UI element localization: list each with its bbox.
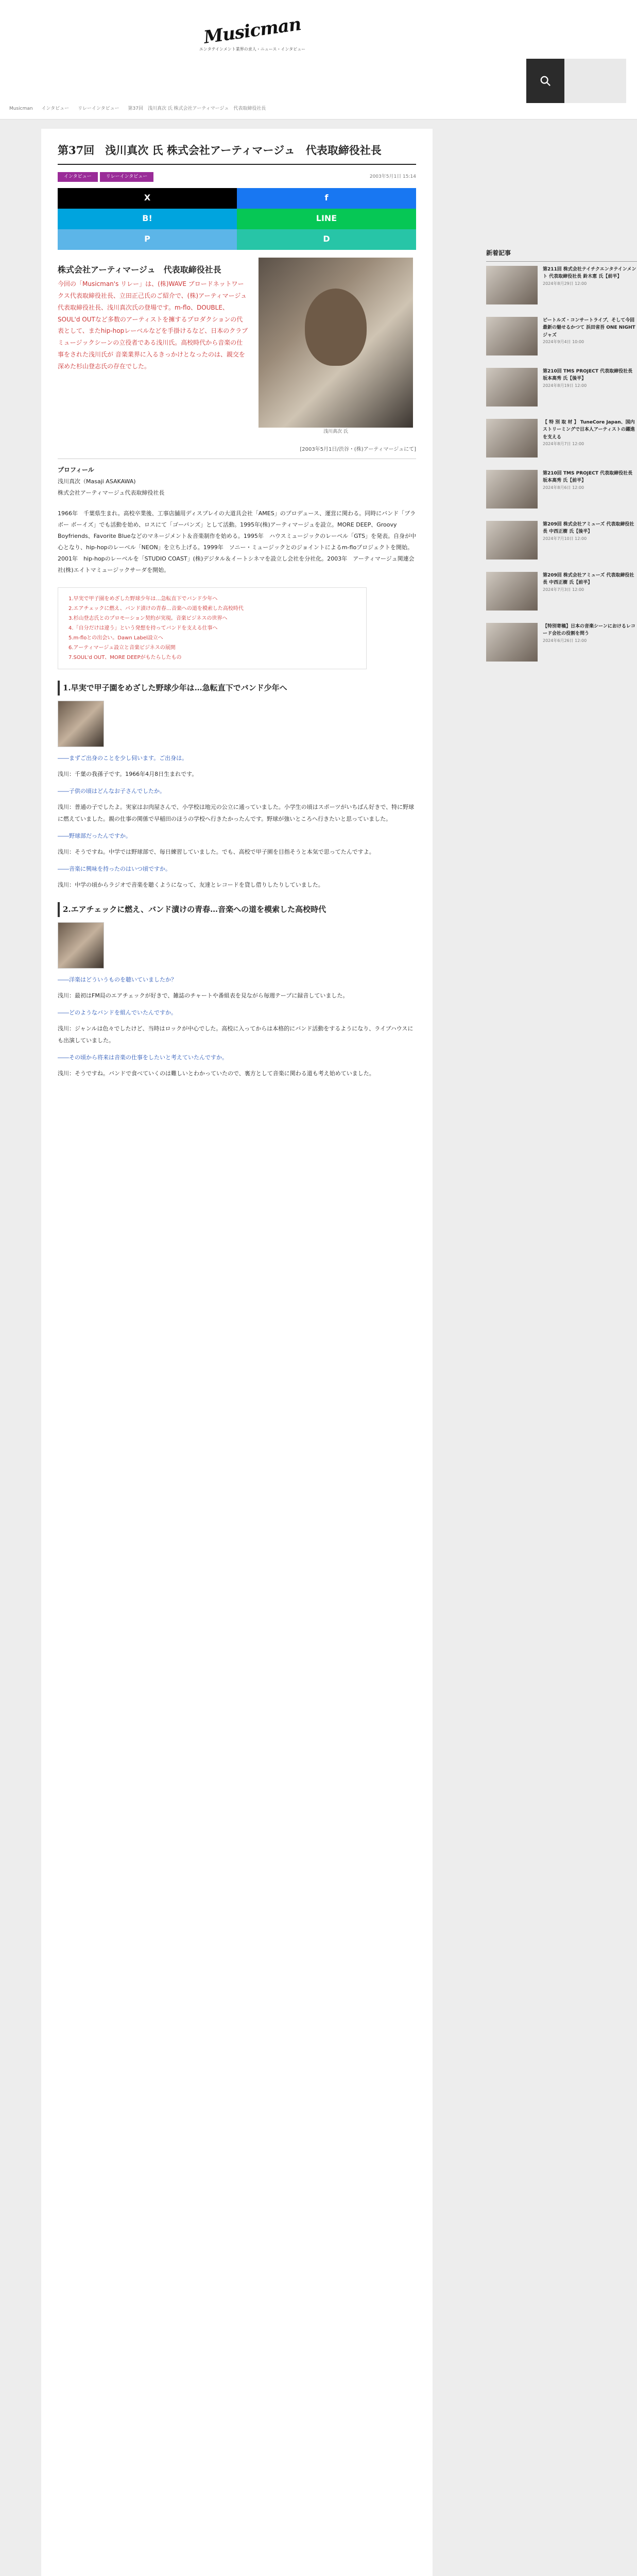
answer-text: 浅川：最初はFM局のエアチェックが好きで、雑誌のチャートや番組表を見ながら毎週テープに録音していました。 bbox=[58, 992, 349, 999]
toc-link[interactable]: 5.m-floとの出会い。Dawn Label設立へ bbox=[68, 635, 163, 641]
photo-caption: 浅川真次 氏 bbox=[323, 429, 348, 435]
sidebar-article-date: 2024年7月10日 12:00 bbox=[543, 536, 587, 541]
sidebar-article[interactable] bbox=[486, 317, 637, 355]
sidebar-article-title: 第211回 株式会社テイチクエンタテインメント 代表取締役社長 鈴木恵 氏【前半】 bbox=[543, 266, 636, 280]
answer-text: 浅川：そうですね。バンドで食べていくのは難しいとわかっていたので、裏方として音楽に関わる道も考え始めていました。 bbox=[58, 1070, 375, 1077]
section-photo bbox=[58, 701, 104, 747]
answer-text: 浅川：ジャンルは色々でしたけど、当時はロックが中心でした。高校に入ってからは本格的にバンド活動をするようになり、ライブハウスにも出演していました。 bbox=[58, 1025, 414, 1044]
sidebar-article[interactable] bbox=[486, 521, 637, 560]
search-icon bbox=[540, 75, 551, 87]
profile-name: 浅川真次（Masaji ASAKAWA) bbox=[58, 478, 136, 485]
article-thumbnail bbox=[486, 470, 538, 509]
intro-block bbox=[58, 278, 416, 436]
tag-row bbox=[58, 172, 416, 182]
sidebar-article-date: 2024年8月29日 12:00 bbox=[543, 281, 587, 286]
search-input[interactable] bbox=[564, 59, 626, 103]
publish-date: 2003年5月1日 15:14 bbox=[369, 174, 416, 179]
sidebar-article-date: 2024年8月7日 12:00 bbox=[543, 441, 584, 446]
share-feedly-button[interactable]: D bbox=[237, 229, 416, 250]
question-text: ――まずご出身のことを少し伺います。ご出身は。 bbox=[58, 754, 188, 761]
intro-text: 今回の「Musicman's リレー」は、(株)WAVE ブロードネットワークス代表取締役社長、立田正己氏のご紹介で、(株)アーティマージュ代表取締役社長、浅川真次氏の登場です。m-flo、DOUBLE、SOUL'd OUTなど多数のアーティストを擁するプロダクションの代表として、またhip-hopレーベルなどを手掛けるなど、日本のクラブミュージックシーンの立役者である浅川氏。高校時代から音楽の仕事をされた浅川氏が 音楽業界に入るきっかけとなったのは、親交を深めた杉山登志氏の存在でした。 bbox=[58, 280, 248, 370]
tag-relay-interview[interactable]: リレーインタビュー bbox=[100, 172, 154, 182]
sidebar-article-date: 2024年6月26日 12:00 bbox=[543, 638, 587, 643]
article-thumbnail bbox=[486, 317, 538, 355]
sidebar-article-title: 【 特 別 取 材 】 TuneCore Japan、国内ストリーミングで日本人アーティストの躍進を支える bbox=[543, 419, 635, 440]
toc-link[interactable]: 1.早実で甲子園をめざした野球少年は…急転直下でバンド少年へ bbox=[68, 596, 218, 602]
share-line-button[interactable]: LINE bbox=[237, 209, 416, 229]
toc-link[interactable]: 6.アーティマージュ設立と音楽ビジネスの展開 bbox=[68, 645, 176, 651]
site-header bbox=[0, 0, 637, 120]
article-thumbnail bbox=[486, 623, 538, 662]
sidebar-article[interactable] bbox=[486, 572, 637, 611]
article-main bbox=[41, 129, 433, 2576]
breadcrumb-item[interactable]: リレーインタビュー bbox=[77, 106, 119, 111]
table-of-contents bbox=[58, 587, 367, 669]
toc-link[interactable]: 3.杉山登志氏とのプロモーション契約が実現。音楽ビジネスの世界へ bbox=[68, 616, 228, 622]
sidebar bbox=[486, 247, 637, 1051]
question-text: ――子供の頃はどんなお子さんでしたか。 bbox=[58, 787, 165, 794]
toc-link[interactable]: 7.SOUL'd OUT、MORE DEEPがもたらしたもの bbox=[68, 655, 182, 661]
breadcrumb-item: 第37回 浅川真次 氏 株式会社アーティマージュ 代表取締役社長 bbox=[128, 106, 266, 111]
answer-text: 浅川：中学の頃からラジオで音楽を聴くようになって、友達とレコードを貸し借りしたりしていました。 bbox=[58, 882, 324, 889]
breadcrumb-item[interactable]: Musicman bbox=[9, 106, 33, 111]
profile-body: 1966年 千葉県生まれ。高校卒業後、工事店舗用ディスプレイの大道具会社「AMES」のプロデュース、運営に関わる。同時にバンド「ブラボー ボーイズ」でも活動を始め、ロスにて「ゴーバンズ」として活動。1995年(株)アーティマージュを設立。MORE DEEP、Groovy Boyfriends、Favorite Blueなどのマネージメント＆音楽制作を始める。1995年 ハウスミュージックのレーベル「GTS」を発表。自身が中心となり、hip-hopのレーベル「NEON」を立ち上げる。1999年 ソニー・ミュージックとのジョイントによるm-floプロジェクトを開始。2001年 hip-hopのレーベルを「STUDIO COAST」(株)デジタル＆イートシネマを設立し会社を分社化。2003年 アーティマージュ関連会社(株)エイトマミュージックサーダを開始。 bbox=[58, 510, 416, 574]
section-photo bbox=[58, 922, 104, 969]
logo-text: Musicman bbox=[202, 13, 302, 48]
section-heading: 2.エアチェックに燃え、バンド漬けの青春…音楽への道を模索した高校時代 bbox=[58, 902, 416, 917]
answer-text: 浅川：普通の子でしたよ。実家はお肉屋さんで、小学校は地元の公立に通っていました。小学生の頃はスポーツがいちばん好きで、特に野球に燃えていました。親の仕事の関係で早稲田のほうの学校へ行きたかったんです。野球が強いところへ行きたいと思っていました。 bbox=[58, 803, 415, 822]
sidebar-article[interactable] bbox=[486, 470, 637, 509]
question-text: ――洋楽はどういうものを聴いていましたか？ bbox=[58, 976, 177, 983]
sidebar-article-date: 2024年9月4日 10:00 bbox=[543, 339, 584, 344]
share-x-button[interactable]: X bbox=[58, 188, 237, 209]
share-buttons bbox=[58, 188, 416, 250]
sidebar-article-title: 【特別寄稿】日本の音楽シーンにおけるレコード会社の役割を問う bbox=[543, 623, 635, 637]
share-pocket-button[interactable]: P bbox=[58, 229, 237, 250]
sidebar-article[interactable] bbox=[486, 266, 637, 304]
sidebar-article[interactable] bbox=[486, 368, 637, 406]
breadcrumb bbox=[9, 106, 514, 112]
sidebar-article-title: 第209回 株式会社アミューズ 代表取締役社長 中西正樹 氏【後半】 bbox=[543, 521, 634, 535]
article-thumbnail bbox=[486, 572, 538, 611]
sidebar-heading: 新着記事 bbox=[486, 247, 637, 262]
tag-interview[interactable]: インタビュー bbox=[58, 172, 98, 182]
question-text: ――野球部だったんですか。 bbox=[58, 833, 131, 840]
question-text: ――音楽に興味を持ったのはいつ頃ですか。 bbox=[58, 866, 171, 873]
photo-credit: [2003年5月1日/渋谷・(株)アーティマージュにて] bbox=[58, 445, 416, 459]
toc-link[interactable]: 4.「自分だけは違う」という発想を持ってバンドを支える仕事へ bbox=[68, 625, 218, 632]
section-heading: 1.早実で甲子園をめざした野球少年は…急転直下でバンド少年へ bbox=[58, 681, 416, 696]
question-text: ――どのようなバンドを組んでいたんですか。 bbox=[58, 1009, 177, 1016]
breadcrumb-item[interactable]: インタビュー bbox=[41, 106, 70, 111]
answer-text: 浅川：そうですね。中学では野球部で、毎日練習していました。でも、高校で甲子園を目指そうと本気で思ってたんですよ。 bbox=[58, 849, 375, 856]
sidebar-article[interactable] bbox=[486, 623, 637, 662]
portrait-image bbox=[259, 258, 413, 428]
portrait-photo bbox=[259, 258, 413, 436]
site-logo[interactable] bbox=[196, 8, 309, 67]
sidebar-article-title: ビートルズ・コンサートライブ、そして今回最新の魅せるかつて 浜田省吾 ONE NIGHT ジャズ bbox=[543, 317, 635, 338]
sidebar-article-date: 2024年7月3日 12:00 bbox=[543, 587, 584, 592]
sidebar-article-title: 第210回 TMS PROJECT 代表取締役社長 坂本高秀 氏【前半】 bbox=[543, 470, 633, 484]
article-thumbnail bbox=[486, 419, 538, 457]
lead-heading: 株式会社アーティマージュ 代表取締役社長 bbox=[58, 264, 221, 275]
article-thumbnail bbox=[486, 266, 538, 304]
logo-subtitle: エンタテインメント業界の求人・ニュース・インタビュー bbox=[199, 46, 306, 52]
share-facebook-button[interactable]: f bbox=[237, 188, 416, 209]
profile-heading: プロフィール bbox=[58, 466, 94, 474]
question-text: ――その頃から将来は音楽の仕事をしたいと考えていたんですか。 bbox=[58, 1054, 228, 1061]
sidebar-article-date: 2024年8月19日 12:00 bbox=[543, 383, 587, 388]
page-title: 第37回 浅川真次 氏 株式会社アーティマージュ 代表取締役社長 bbox=[58, 142, 416, 165]
article-thumbnail bbox=[486, 368, 538, 406]
sidebar-article-title: 第210回 TMS PROJECT 代表取締役社長 坂本高秀 氏【後半】 bbox=[543, 368, 633, 382]
toc-link[interactable]: 2.エアチェックに燃え、バンド漬けの青春…音楽への道を模索した高校時代 bbox=[68, 606, 244, 612]
article-thumbnail bbox=[486, 521, 538, 560]
search-button[interactable] bbox=[526, 59, 564, 103]
profile-role: 株式会社アーティマージュ代表取締役社長 bbox=[58, 489, 165, 497]
share-hatena-button[interactable]: B! bbox=[58, 209, 237, 229]
sidebar-article-date: 2024年8月6日 12:00 bbox=[543, 485, 584, 490]
sidebar-article[interactable] bbox=[486, 419, 637, 457]
answer-text: 浅川：千葉の我孫子です。1966年4月8日生まれです。 bbox=[58, 770, 198, 777]
sidebar-article-title: 第209回 株式会社アミューズ 代表取締役社長 中西正樹 氏【前半】 bbox=[543, 572, 634, 586]
